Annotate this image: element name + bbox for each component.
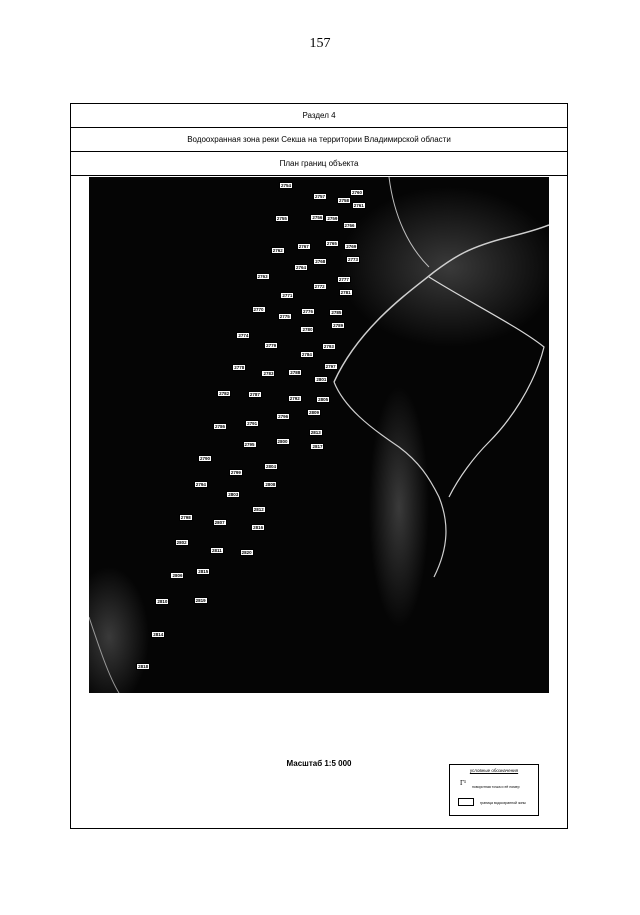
point-label: 2772 bbox=[314, 284, 325, 290]
point-label: 2800 bbox=[277, 438, 288, 444]
point-label: 2756 bbox=[312, 215, 323, 221]
point-label: 2784 bbox=[301, 352, 312, 358]
point-label: 2787 bbox=[249, 392, 260, 398]
turning-point-text: поворотная точка и её номер bbox=[472, 785, 520, 789]
plan-subtitle: План границ объекта bbox=[71, 152, 567, 176]
point-label: 2778 bbox=[234, 365, 245, 371]
scale-text: Масштаб 1:5 000 bbox=[286, 759, 352, 768]
point-label: 2776 bbox=[303, 309, 314, 315]
point-label: 2813 bbox=[310, 430, 321, 436]
section-header: Раздел 4 bbox=[71, 104, 567, 128]
point-label: 2807 bbox=[214, 519, 225, 525]
point-label: 2801 bbox=[316, 376, 327, 382]
point-label: 2817 bbox=[312, 443, 323, 449]
point-label: 2779 bbox=[266, 342, 277, 348]
bottom-left-area bbox=[89, 567, 149, 693]
boundary-symbol bbox=[458, 798, 474, 806]
page-number: 157 bbox=[309, 36, 331, 51]
document-title: Водоохранная зона реки Секша на территории Владимирской области bbox=[71, 128, 567, 152]
point-label: 2765 bbox=[326, 241, 337, 247]
turning-point-symbol: Г¹ bbox=[460, 779, 467, 787]
point-label: 2771 bbox=[282, 293, 293, 299]
point-label: 2781 bbox=[340, 290, 351, 296]
point-label: 2803 bbox=[228, 491, 239, 497]
point-label: 2766 bbox=[344, 223, 355, 229]
document-frame bbox=[70, 103, 568, 829]
point-label: 2806 bbox=[172, 573, 183, 579]
point-label: 2797 bbox=[325, 363, 336, 369]
point-label: 2770 bbox=[253, 306, 264, 312]
point-label: 2783 bbox=[263, 371, 274, 377]
point-label: 2818 bbox=[138, 664, 149, 670]
point-label: 2758 bbox=[339, 198, 350, 203]
point-label: 2812 bbox=[253, 506, 264, 512]
point-label: 2777 bbox=[338, 276, 349, 282]
point-label: 2794 bbox=[195, 482, 206, 488]
point-label: 2790 bbox=[199, 456, 210, 462]
point-label: 2791 bbox=[247, 420, 258, 426]
point-label: 2763 bbox=[257, 274, 268, 280]
point-label: 2780 bbox=[302, 327, 313, 333]
point-label: 2796 bbox=[278, 413, 289, 419]
point-label: 2754 bbox=[281, 183, 292, 188]
legend-title: условные обозначения bbox=[469, 768, 519, 773]
point-label: 2816 bbox=[253, 524, 264, 530]
point-label: 2762 bbox=[272, 248, 283, 254]
point-label: 2768 bbox=[315, 259, 326, 265]
satellite-map bbox=[89, 177, 549, 693]
point-label: 2792 bbox=[289, 395, 300, 401]
point-label: 2808 bbox=[265, 481, 276, 487]
point-label: 2810 bbox=[157, 598, 168, 604]
point-label: 2775 bbox=[279, 314, 290, 320]
legend bbox=[449, 764, 539, 816]
point-label: 2799 bbox=[230, 470, 241, 476]
point-label: 2811 bbox=[211, 548, 222, 554]
point-label: 2786 bbox=[215, 423, 226, 429]
river-bank-area bbox=[369, 387, 429, 627]
point-label: 2774 bbox=[238, 332, 249, 338]
point-label: 2804 bbox=[265, 463, 276, 469]
point-label: 2819 bbox=[195, 597, 206, 603]
point-label: 2767 bbox=[298, 243, 309, 249]
boundary-text: граница водоохранной зоны bbox=[480, 801, 526, 805]
point-label: 2757 bbox=[315, 194, 326, 199]
point-label: 2793 bbox=[323, 343, 334, 349]
point-label: 2764 bbox=[296, 264, 307, 270]
point-label: 2820 bbox=[241, 549, 252, 555]
point-label: 2788 bbox=[290, 370, 301, 376]
point-label: 2769 bbox=[346, 243, 357, 249]
point-label: 2773 bbox=[348, 256, 359, 262]
point-label: 2789 bbox=[333, 323, 344, 329]
point-label: 2785 bbox=[331, 310, 342, 316]
point-label: 2805 bbox=[318, 397, 329, 403]
point-label: 2809 bbox=[308, 410, 319, 416]
point-label: 2760 bbox=[352, 190, 363, 195]
point-label: 2782 bbox=[219, 390, 230, 396]
point-label: 2755 bbox=[276, 215, 287, 221]
point-label: 2795 bbox=[244, 441, 255, 447]
point-label: 2761 bbox=[353, 203, 364, 209]
point-label: 2815 bbox=[198, 569, 209, 575]
urban-area bbox=[339, 187, 549, 347]
point-label: 2814 bbox=[153, 631, 164, 637]
point-label: 2798 bbox=[180, 514, 191, 520]
point-label: 2759 bbox=[327, 216, 338, 222]
point-label: 2802 bbox=[176, 540, 187, 546]
